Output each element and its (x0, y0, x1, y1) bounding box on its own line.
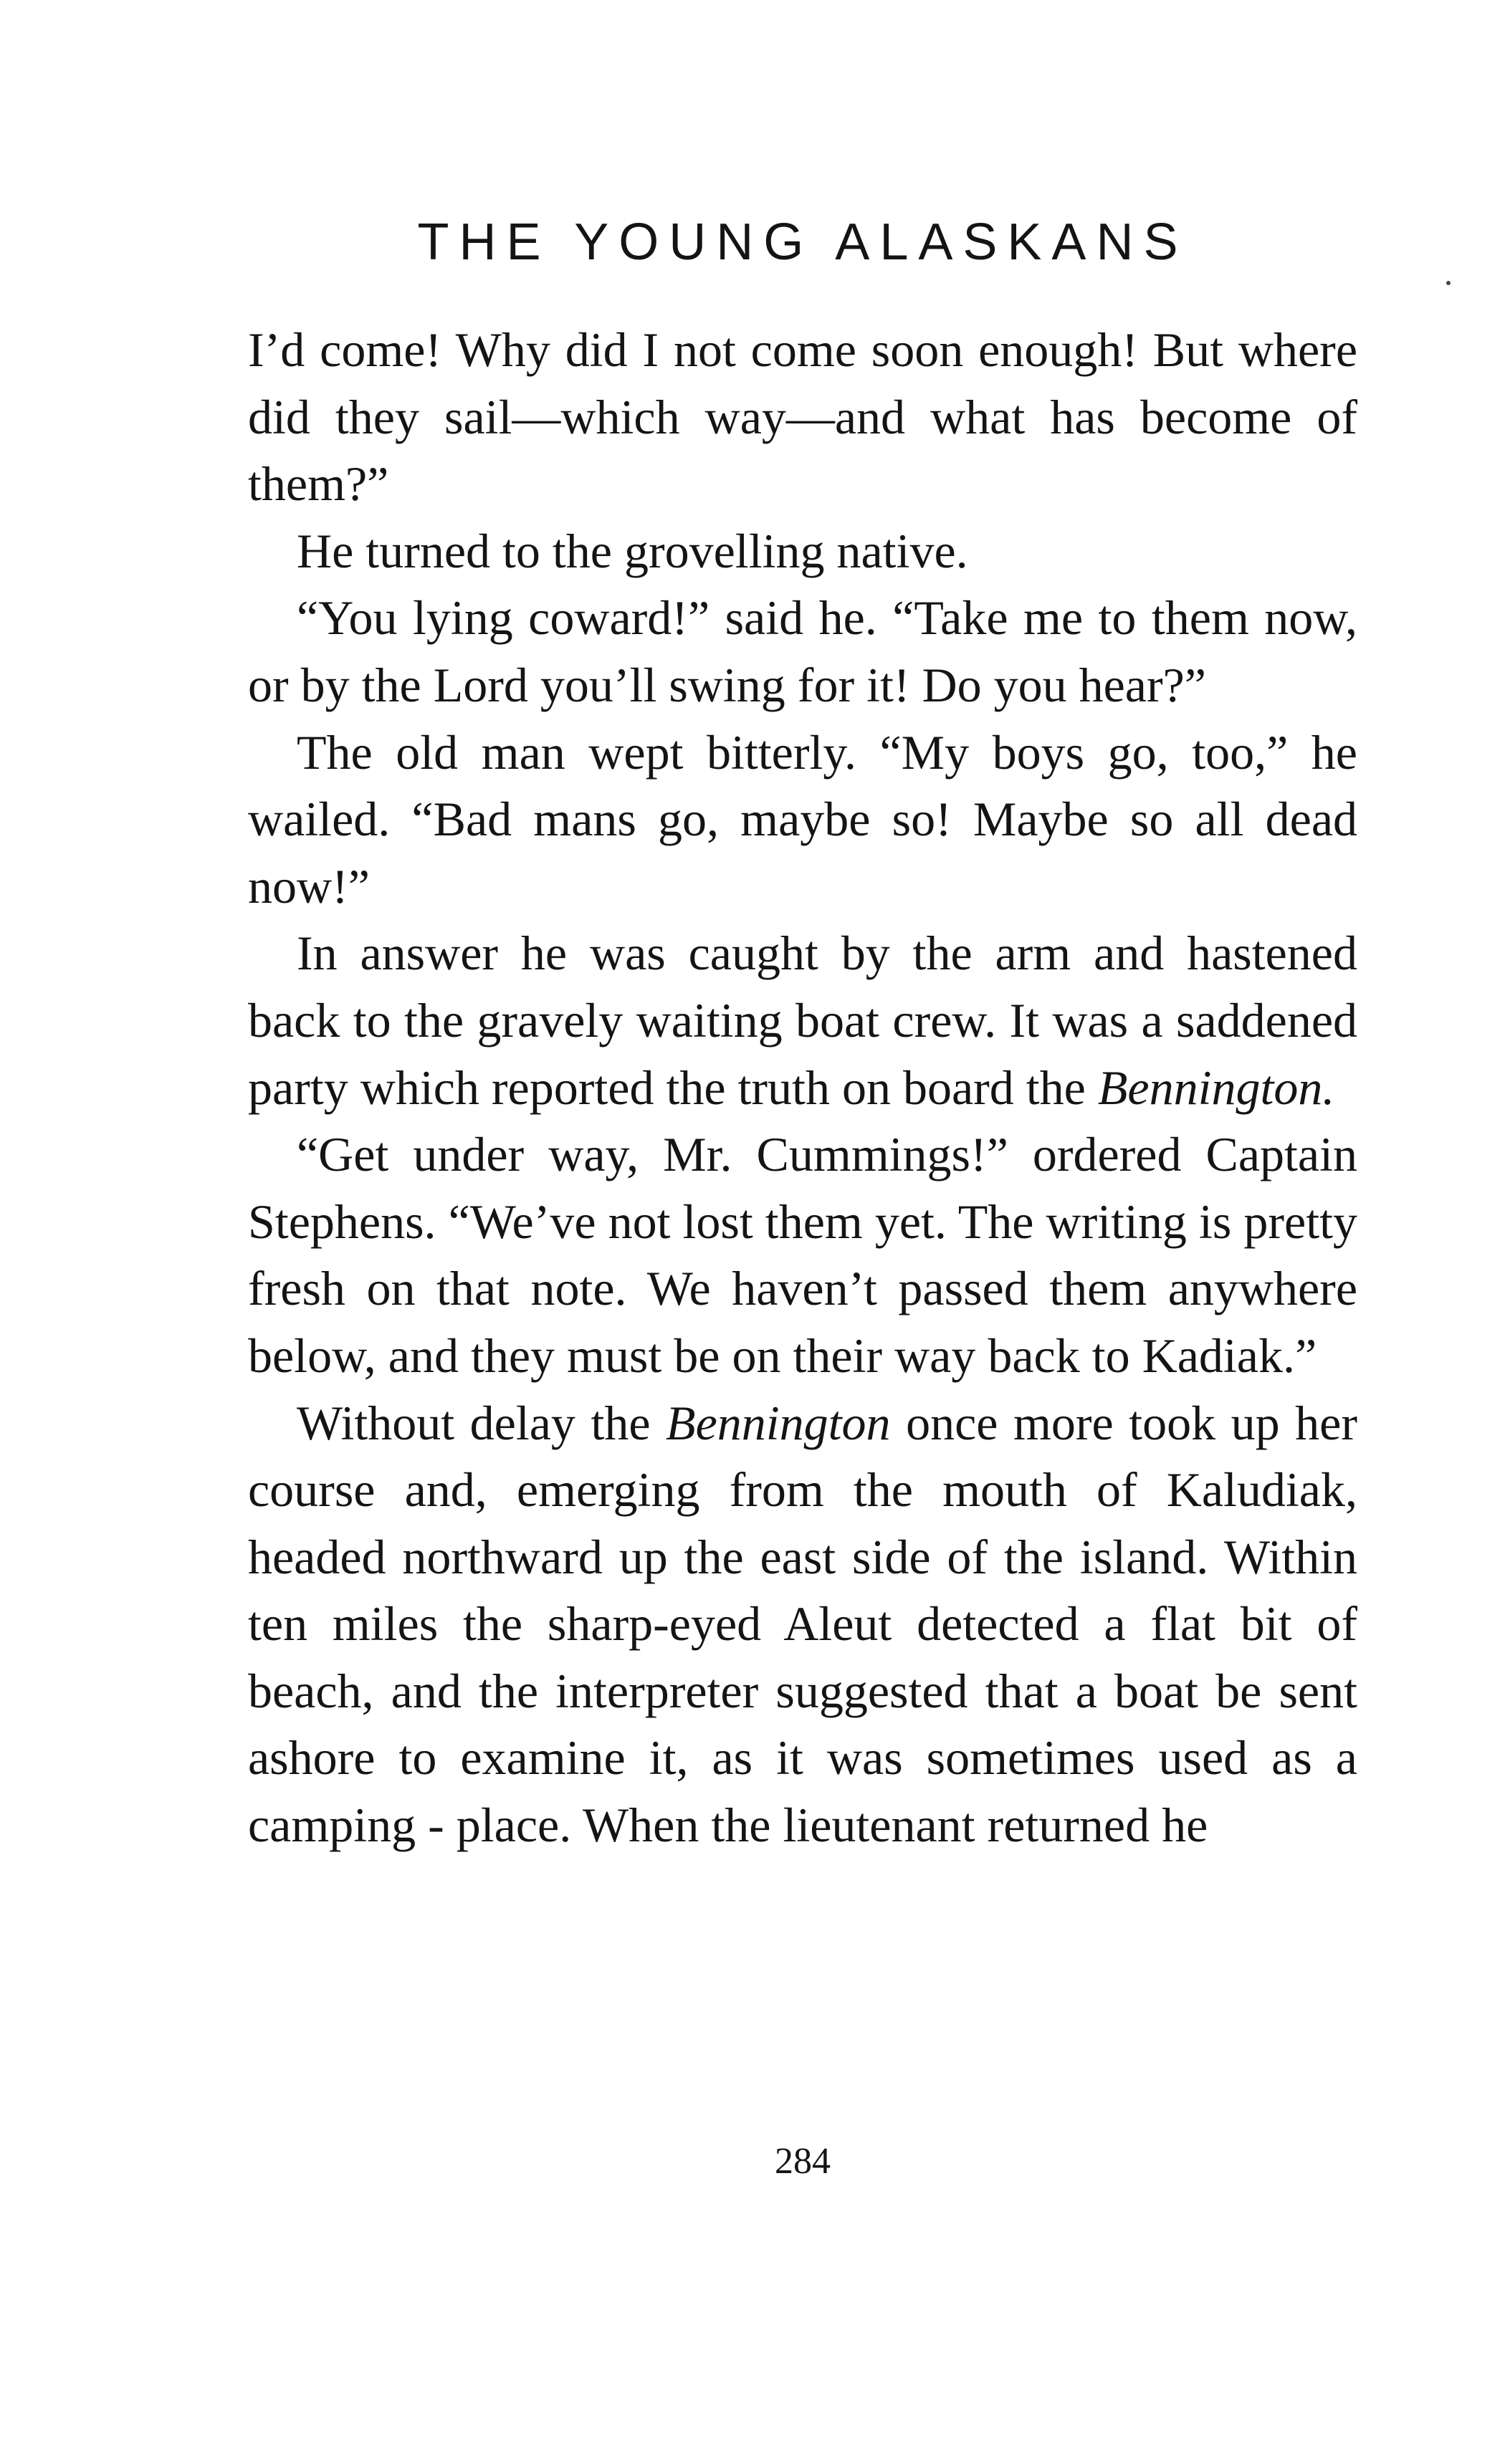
paragraph (248, 1121, 1357, 1389)
text-run: The old man wept bitterly. “My boys go, too,” he wailed. “Bad mans go, maybe so! Maybe so all dead now!” (248, 724, 1357, 914)
running-head: THE YOUNG ALASKANS (417, 214, 1188, 271)
paragraph (248, 920, 1357, 1121)
paragraph (248, 317, 1357, 518)
paragraph (248, 518, 1357, 585)
text-run: Without delay the (297, 1395, 666, 1450)
ship-name-italic: Bennington (666, 1395, 891, 1450)
print-speck (1446, 281, 1451, 285)
text-run: He turned to the grovelling native. (297, 523, 968, 578)
text-run: I’d come! Why did I not come soon enough! But where did they sail—which way—and what has become of them?” (248, 322, 1357, 512)
text-run: In answer he was caught by the arm and hastened back to the gravely waiting boat crew. It was a saddened party which reported the truth on board the (248, 926, 1357, 1115)
text-run: “You lying coward!” said he. “Take me to them now, or by the Lord you’ll swing for it! Do you hear?” (248, 590, 1357, 712)
body-text (248, 317, 1357, 1859)
text-run: once more took up her course and, emerging from the mouth of Kaludiak, headed northward up the east side of the island. Within ten miles the sharp-eyed Aleut detected a flat bit of beach, and the interpreter suggested that a boat be sent ashore to examine it, as it was sometimes used as a camping - place. When the lieutenant returned he (248, 1395, 1357, 1853)
ship-name-italic: Bennington. (1097, 1060, 1335, 1115)
paragraph (248, 1390, 1357, 1859)
text-run: “Get under way, Mr. Cummings!” ordered Captain Stephens. “We’ve not lost them yet. The writing is pretty fresh on that note. We haven’t passed them anywhere below, and they must be on their way back to Kadiak.” (248, 1127, 1357, 1383)
page-number: 284 (775, 2141, 831, 2182)
paragraph (248, 719, 1357, 921)
paragraph (248, 585, 1357, 719)
